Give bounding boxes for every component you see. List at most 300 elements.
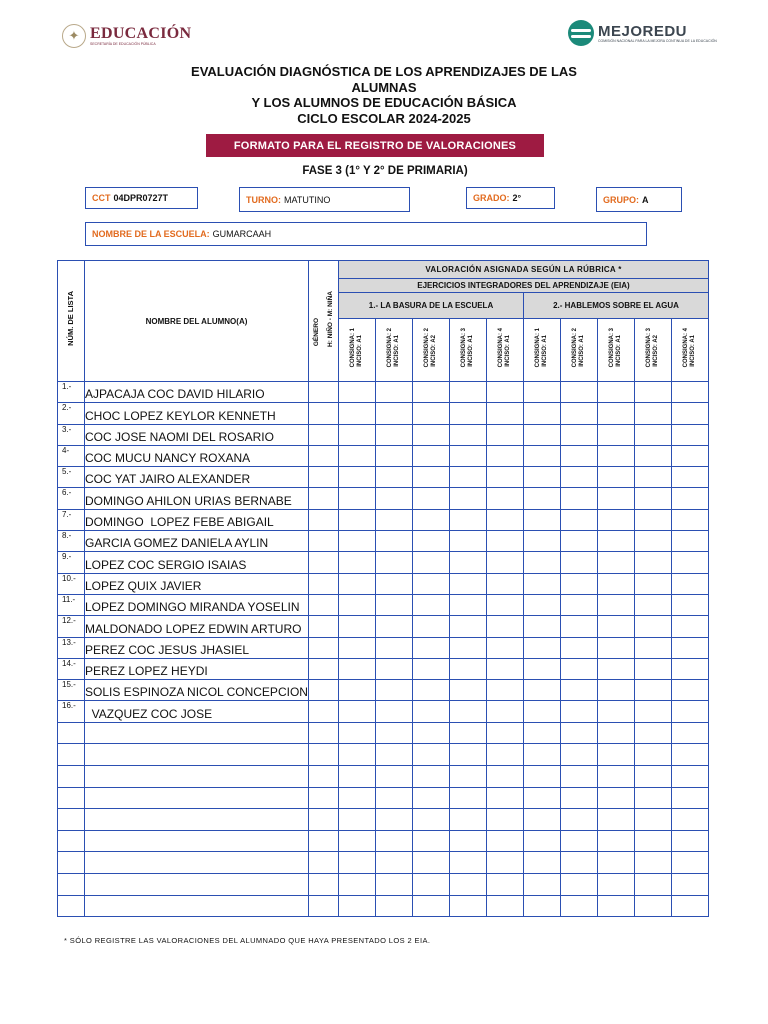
score-cell[interactable] xyxy=(561,424,598,445)
score-cell[interactable] xyxy=(635,895,672,917)
score-cell[interactable] xyxy=(598,531,635,552)
score-cell[interactable] xyxy=(635,573,672,594)
score-cell[interactable] xyxy=(339,552,376,573)
score-cell[interactable] xyxy=(598,873,635,895)
gender-cell[interactable] xyxy=(309,531,339,552)
score-cell[interactable] xyxy=(376,809,413,831)
gender-cell[interactable] xyxy=(309,594,339,615)
score-cell[interactable] xyxy=(635,509,672,530)
score-cell[interactable] xyxy=(561,531,598,552)
student-name: LOPEZ QUIX JAVIER xyxy=(85,573,309,594)
score-cell[interactable] xyxy=(598,722,635,744)
score-cell[interactable] xyxy=(524,873,561,895)
table-row xyxy=(58,722,709,744)
score-cell[interactable] xyxy=(450,765,487,787)
score-cell[interactable] xyxy=(376,830,413,852)
score-cell[interactable] xyxy=(376,594,413,615)
score-cell[interactable] xyxy=(376,680,413,701)
score-cell[interactable] xyxy=(413,809,450,831)
score-cell[interactable] xyxy=(413,830,450,852)
score-cell[interactable] xyxy=(561,787,598,809)
score-cell[interactable] xyxy=(524,467,561,488)
row-number: 8.- xyxy=(58,531,85,552)
score-cell[interactable] xyxy=(376,509,413,530)
score-cell[interactable] xyxy=(413,552,450,573)
inciso-label: INCISO: A1 xyxy=(542,335,548,368)
score-cell[interactable] xyxy=(635,552,672,573)
row-number: 9.- xyxy=(58,552,85,573)
score-cell[interactable] xyxy=(598,637,635,658)
score-cell[interactable] xyxy=(598,809,635,831)
score-cell[interactable] xyxy=(413,573,450,594)
grado-box xyxy=(466,187,555,209)
score-cell[interactable] xyxy=(598,594,635,615)
score-cell[interactable] xyxy=(450,787,487,809)
score-cell[interactable] xyxy=(413,787,450,809)
score-cell[interactable] xyxy=(598,744,635,766)
score-cell[interactable] xyxy=(487,531,524,552)
score-cell[interactable] xyxy=(413,531,450,552)
score-cell[interactable] xyxy=(450,744,487,766)
score-cell[interactable] xyxy=(672,637,709,658)
score-cell[interactable] xyxy=(598,680,635,701)
score-cell[interactable] xyxy=(524,403,561,424)
score-cell[interactable] xyxy=(413,616,450,637)
score-cell[interactable] xyxy=(376,445,413,466)
score-cell[interactable] xyxy=(376,573,413,594)
student-name xyxy=(85,744,309,766)
score-cell[interactable] xyxy=(561,852,598,874)
gender-cell[interactable] xyxy=(309,424,339,445)
score-cell[interactable] xyxy=(672,658,709,679)
score-cell[interactable] xyxy=(672,809,709,831)
row-number: 7.- xyxy=(58,509,85,530)
score-cell[interactable] xyxy=(524,895,561,917)
score-cell[interactable] xyxy=(598,658,635,679)
score-cell[interactable] xyxy=(561,445,598,466)
score-cell[interactable] xyxy=(413,445,450,466)
score-cell[interactable] xyxy=(487,744,524,766)
score-cell[interactable] xyxy=(450,509,487,530)
score-cell[interactable] xyxy=(450,552,487,573)
score-cell[interactable] xyxy=(487,722,524,744)
score-cell[interactable] xyxy=(413,382,450,403)
row-number xyxy=(58,895,85,917)
score-cell[interactable] xyxy=(561,573,598,594)
gender-cell[interactable] xyxy=(309,895,339,917)
score-cell[interactable] xyxy=(524,637,561,658)
score-cell[interactable] xyxy=(487,852,524,874)
score-cell[interactable] xyxy=(672,573,709,594)
gender-cell[interactable] xyxy=(309,467,339,488)
score-cell[interactable] xyxy=(450,382,487,403)
score-cell[interactable] xyxy=(450,895,487,917)
score-cell[interactable] xyxy=(524,552,561,573)
score-cell[interactable] xyxy=(450,403,487,424)
score-cell[interactable] xyxy=(524,852,561,874)
score-cell[interactable] xyxy=(487,637,524,658)
score-cell[interactable] xyxy=(413,658,450,679)
score-cell[interactable] xyxy=(413,424,450,445)
score-cell[interactable] xyxy=(339,445,376,466)
score-cell[interactable] xyxy=(339,765,376,787)
score-cell[interactable] xyxy=(524,765,561,787)
score-cell[interactable] xyxy=(376,873,413,895)
gender-cell[interactable] xyxy=(309,830,339,852)
gender-cell[interactable] xyxy=(309,873,339,895)
score-cell[interactable] xyxy=(376,852,413,874)
score-cell[interactable] xyxy=(487,658,524,679)
score-cell[interactable] xyxy=(376,616,413,637)
score-cell[interactable] xyxy=(672,765,709,787)
score-cell[interactable] xyxy=(561,680,598,701)
score-cell[interactable] xyxy=(561,552,598,573)
gender-cell[interactable] xyxy=(309,382,339,403)
score-cell[interactable] xyxy=(635,616,672,637)
score-cell[interactable] xyxy=(339,424,376,445)
score-cell[interactable] xyxy=(635,382,672,403)
score-cell[interactable] xyxy=(524,424,561,445)
score-cell[interactable] xyxy=(339,616,376,637)
score-cell[interactable] xyxy=(524,658,561,679)
score-cell[interactable] xyxy=(524,680,561,701)
score-cell[interactable] xyxy=(672,509,709,530)
score-cell[interactable] xyxy=(339,531,376,552)
score-cell[interactable] xyxy=(450,873,487,895)
score-cell[interactable] xyxy=(561,509,598,530)
row-number xyxy=(58,744,85,766)
score-cell[interactable] xyxy=(561,722,598,744)
score-cell[interactable] xyxy=(450,637,487,658)
score-cell[interactable] xyxy=(450,594,487,615)
score-cell[interactable] xyxy=(413,722,450,744)
gender-cell[interactable] xyxy=(309,637,339,658)
table-row xyxy=(58,765,709,787)
score-cell[interactable] xyxy=(598,830,635,852)
score-cell[interactable] xyxy=(524,830,561,852)
score-cell[interactable] xyxy=(598,701,635,722)
score-cell[interactable] xyxy=(487,573,524,594)
score-cell[interactable] xyxy=(524,488,561,509)
score-cell[interactable] xyxy=(561,830,598,852)
score-cell[interactable] xyxy=(598,382,635,403)
score-cell[interactable] xyxy=(635,722,672,744)
score-cell[interactable] xyxy=(598,895,635,917)
score-cell[interactable] xyxy=(524,616,561,637)
score-cell[interactable] xyxy=(672,895,709,917)
score-cell[interactable] xyxy=(339,809,376,831)
gender-cell[interactable] xyxy=(309,744,339,766)
score-cell[interactable] xyxy=(561,403,598,424)
score-cell[interactable] xyxy=(450,658,487,679)
score-cell[interactable] xyxy=(561,873,598,895)
score-cell[interactable] xyxy=(561,382,598,403)
score-cell[interactable] xyxy=(524,594,561,615)
score-cell[interactable] xyxy=(561,637,598,658)
table-row xyxy=(58,403,709,424)
score-cell[interactable] xyxy=(450,488,487,509)
score-cell[interactable] xyxy=(339,573,376,594)
score-cell[interactable] xyxy=(376,744,413,766)
score-cell[interactable] xyxy=(635,424,672,445)
score-cell[interactable] xyxy=(561,744,598,766)
score-cell[interactable] xyxy=(487,873,524,895)
score-cell[interactable] xyxy=(450,424,487,445)
score-cell[interactable] xyxy=(598,509,635,530)
score-cell[interactable] xyxy=(635,403,672,424)
score-cell[interactable] xyxy=(524,722,561,744)
score-cell[interactable] xyxy=(598,852,635,874)
score-cell[interactable] xyxy=(598,616,635,637)
gender-cell[interactable] xyxy=(309,509,339,530)
score-cell[interactable] xyxy=(339,509,376,530)
score-cell[interactable] xyxy=(450,467,487,488)
score-cell[interactable] xyxy=(561,616,598,637)
score-cell[interactable] xyxy=(635,809,672,831)
score-cell[interactable] xyxy=(524,573,561,594)
gender-cell[interactable] xyxy=(309,852,339,874)
score-cell[interactable] xyxy=(672,467,709,488)
score-cell[interactable] xyxy=(376,467,413,488)
score-cell[interactable] xyxy=(339,637,376,658)
score-cell[interactable] xyxy=(524,744,561,766)
col-gender-label-2: H: NIÑO - M: NIÑA xyxy=(326,290,334,347)
score-cell[interactable] xyxy=(376,488,413,509)
score-cell[interactable] xyxy=(339,895,376,917)
score-cell[interactable] xyxy=(339,722,376,744)
score-cell[interactable] xyxy=(635,765,672,787)
score-cell[interactable] xyxy=(672,701,709,722)
gender-cell[interactable] xyxy=(309,573,339,594)
score-cell[interactable] xyxy=(487,701,524,722)
score-cell[interactable] xyxy=(450,616,487,637)
score-cell[interactable] xyxy=(487,552,524,573)
score-cell[interactable] xyxy=(376,637,413,658)
score-cell[interactable] xyxy=(450,445,487,466)
gender-cell[interactable] xyxy=(309,722,339,744)
score-cell[interactable] xyxy=(672,722,709,744)
score-cell[interactable] xyxy=(561,594,598,615)
score-cell[interactable] xyxy=(561,809,598,831)
score-cell[interactable] xyxy=(524,787,561,809)
score-cell[interactable] xyxy=(672,403,709,424)
score-cell[interactable] xyxy=(635,531,672,552)
gender-cell[interactable] xyxy=(309,658,339,679)
score-cell[interactable] xyxy=(635,680,672,701)
score-cell[interactable] xyxy=(524,382,561,403)
score-cell[interactable] xyxy=(376,424,413,445)
score-cell[interactable] xyxy=(339,467,376,488)
score-cell[interactable] xyxy=(561,895,598,917)
col-name-header: NOMBRE DEL ALUMNO(A) xyxy=(85,261,309,382)
score-cell[interactable] xyxy=(339,852,376,874)
score-cell[interactable] xyxy=(376,895,413,917)
score-cell[interactable] xyxy=(376,658,413,679)
score-cell[interactable] xyxy=(339,658,376,679)
score-cell[interactable] xyxy=(487,895,524,917)
score-cell[interactable] xyxy=(524,531,561,552)
score-cell[interactable] xyxy=(413,852,450,874)
score-cell[interactable] xyxy=(672,488,709,509)
score-cell[interactable] xyxy=(598,573,635,594)
score-cell[interactable] xyxy=(635,467,672,488)
score-cell[interactable] xyxy=(450,809,487,831)
gender-cell[interactable] xyxy=(309,701,339,722)
score-cell[interactable] xyxy=(635,594,672,615)
score-cell[interactable] xyxy=(561,701,598,722)
score-cell[interactable] xyxy=(672,531,709,552)
score-cell[interactable] xyxy=(487,403,524,424)
score-cell[interactable] xyxy=(487,809,524,831)
table-row xyxy=(58,552,709,573)
score-cell[interactable] xyxy=(672,787,709,809)
score-cell[interactable] xyxy=(672,552,709,573)
student-name xyxy=(85,765,309,787)
score-cell[interactable] xyxy=(413,873,450,895)
score-cell[interactable] xyxy=(487,467,524,488)
score-cell[interactable] xyxy=(598,467,635,488)
score-cell[interactable] xyxy=(635,873,672,895)
score-cell[interactable] xyxy=(487,509,524,530)
row-number: 14.- xyxy=(58,658,85,679)
score-cell[interactable] xyxy=(561,765,598,787)
score-cell[interactable] xyxy=(339,787,376,809)
score-cell[interactable] xyxy=(339,680,376,701)
gender-cell[interactable] xyxy=(309,552,339,573)
score-cell[interactable] xyxy=(413,701,450,722)
score-cell[interactable] xyxy=(450,830,487,852)
score-cell[interactable] xyxy=(339,403,376,424)
score-cell[interactable] xyxy=(413,637,450,658)
score-cell[interactable] xyxy=(524,701,561,722)
gender-cell[interactable] xyxy=(309,680,339,701)
score-cell[interactable] xyxy=(635,852,672,874)
score-cell[interactable] xyxy=(413,594,450,615)
score-cell[interactable] xyxy=(450,701,487,722)
gender-cell[interactable] xyxy=(309,809,339,831)
inciso-label: INCISO: A1 xyxy=(505,335,511,368)
score-cell[interactable] xyxy=(635,744,672,766)
student-name: DOMINGO LOPEZ FEBE ABIGAIL xyxy=(85,509,309,530)
score-cell[interactable] xyxy=(635,445,672,466)
title-line-1: EVALUACIÓN DIAGNÓSTICA DE LOS APRENDIZAJES DE LAS ALUMNAS xyxy=(191,64,577,95)
score-cell[interactable] xyxy=(339,488,376,509)
score-cell[interactable] xyxy=(413,744,450,766)
score-cell[interactable] xyxy=(561,658,598,679)
score-cell[interactable] xyxy=(376,787,413,809)
score-cell[interactable] xyxy=(487,830,524,852)
score-cell[interactable] xyxy=(376,701,413,722)
score-cell[interactable] xyxy=(487,616,524,637)
score-cell[interactable] xyxy=(450,852,487,874)
score-cell[interactable] xyxy=(672,616,709,637)
score-cell[interactable] xyxy=(376,765,413,787)
score-cell[interactable] xyxy=(487,765,524,787)
score-cell[interactable] xyxy=(413,467,450,488)
score-cell[interactable] xyxy=(598,403,635,424)
mejoredu-mark-icon xyxy=(568,20,594,46)
score-cell[interactable] xyxy=(672,830,709,852)
score-cell[interactable] xyxy=(672,852,709,874)
score-cell[interactable] xyxy=(450,531,487,552)
col-gender-header xyxy=(309,261,339,382)
gender-cell[interactable] xyxy=(309,403,339,424)
score-cell[interactable] xyxy=(672,594,709,615)
score-cell[interactable] xyxy=(487,488,524,509)
score-cell[interactable] xyxy=(524,445,561,466)
row-number xyxy=(58,722,85,744)
score-cell[interactable] xyxy=(598,787,635,809)
score-cell[interactable] xyxy=(339,744,376,766)
score-cell[interactable] xyxy=(635,830,672,852)
score-cell[interactable] xyxy=(487,424,524,445)
gender-cell[interactable] xyxy=(309,787,339,809)
score-cell[interactable] xyxy=(672,680,709,701)
score-cell[interactable] xyxy=(598,765,635,787)
table-row xyxy=(58,531,709,552)
score-cell[interactable] xyxy=(376,531,413,552)
score-cell[interactable] xyxy=(487,445,524,466)
score-cell[interactable] xyxy=(339,701,376,722)
score-cell[interactable] xyxy=(635,658,672,679)
score-cell[interactable] xyxy=(672,445,709,466)
score-cell[interactable] xyxy=(339,594,376,615)
score-cell[interactable] xyxy=(413,895,450,917)
score-cell[interactable] xyxy=(672,382,709,403)
score-cell[interactable] xyxy=(635,787,672,809)
table-row xyxy=(58,744,709,766)
score-cell[interactable] xyxy=(524,509,561,530)
score-cell[interactable] xyxy=(450,722,487,744)
score-cell[interactable] xyxy=(635,701,672,722)
gender-cell[interactable] xyxy=(309,765,339,787)
score-cell[interactable] xyxy=(376,722,413,744)
score-cell[interactable] xyxy=(672,424,709,445)
gender-cell[interactable] xyxy=(309,488,339,509)
score-cell[interactable] xyxy=(487,594,524,615)
score-cell[interactable] xyxy=(413,680,450,701)
score-cell[interactable] xyxy=(487,680,524,701)
score-cell[interactable] xyxy=(598,424,635,445)
score-cell[interactable] xyxy=(598,445,635,466)
score-cell[interactable] xyxy=(672,873,709,895)
score-cell[interactable] xyxy=(450,680,487,701)
score-cell[interactable] xyxy=(376,382,413,403)
score-cell[interactable] xyxy=(339,830,376,852)
score-cell[interactable] xyxy=(413,765,450,787)
score-cell[interactable] xyxy=(376,552,413,573)
score-cell[interactable] xyxy=(598,552,635,573)
score-cell[interactable] xyxy=(413,403,450,424)
score-cell[interactable] xyxy=(672,744,709,766)
score-cell[interactable] xyxy=(413,509,450,530)
score-cell[interactable] xyxy=(413,488,450,509)
score-cell[interactable] xyxy=(376,403,413,424)
score-cell[interactable] xyxy=(524,809,561,831)
score-cell[interactable] xyxy=(339,382,376,403)
score-cell[interactable] xyxy=(561,488,598,509)
score-cell[interactable] xyxy=(450,573,487,594)
score-cell[interactable] xyxy=(561,467,598,488)
gender-cell[interactable] xyxy=(309,616,339,637)
score-cell[interactable] xyxy=(635,488,672,509)
score-cell[interactable] xyxy=(635,637,672,658)
gender-cell[interactable] xyxy=(309,445,339,466)
score-cell[interactable] xyxy=(487,382,524,403)
score-cell[interactable] xyxy=(487,787,524,809)
score-cell[interactable] xyxy=(598,488,635,509)
score-cell[interactable] xyxy=(339,873,376,895)
